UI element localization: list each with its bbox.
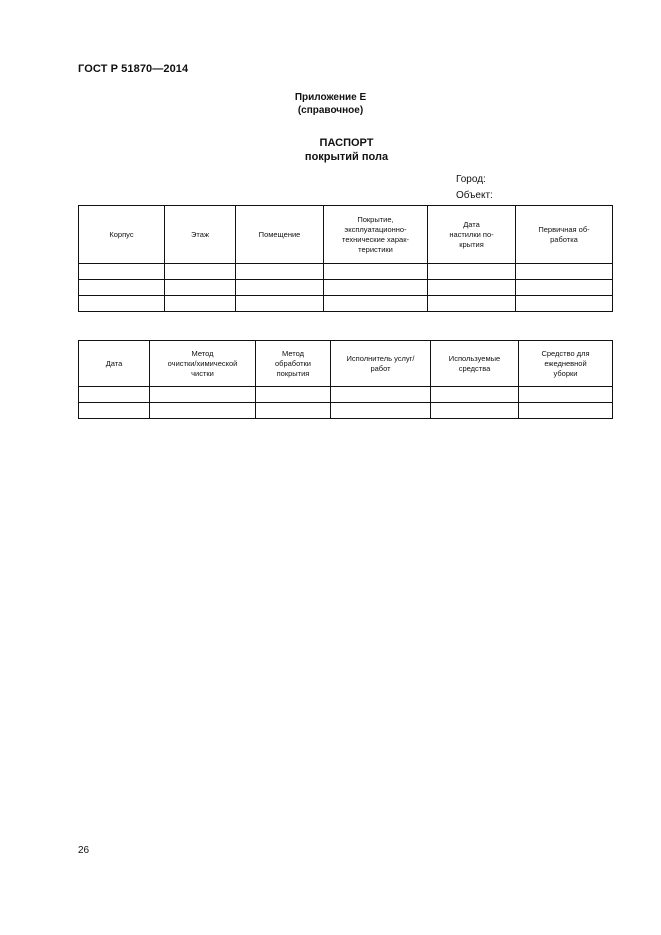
table-cell bbox=[516, 264, 613, 280]
table-cell bbox=[516, 280, 613, 296]
table-cell bbox=[428, 280, 516, 296]
table-header-row bbox=[79, 206, 613, 264]
header-cell-coating: Покрытие, эксплуатационно- технические харак- теристики bbox=[324, 206, 428, 264]
coverage-table bbox=[78, 205, 613, 312]
header-cell-laying-date: Дата настилки по- крытия bbox=[428, 206, 516, 264]
header-cell-floor: Этаж bbox=[165, 206, 236, 264]
header-cell-daily-cleaning: Средство для ежедневной уборки bbox=[519, 341, 613, 387]
standard-number: ГОСТ Р 51870—2014 bbox=[78, 63, 189, 75]
table-cell bbox=[431, 387, 519, 403]
table-cell bbox=[516, 296, 613, 312]
table-cell bbox=[165, 280, 236, 296]
table-cell bbox=[165, 264, 236, 280]
passport-heading bbox=[0, 136, 661, 164]
header-cell-cleaning-method: Метод очистки/химической чистки bbox=[150, 341, 256, 387]
table-cell bbox=[256, 387, 331, 403]
table-cell bbox=[256, 403, 331, 419]
table-cell bbox=[79, 280, 165, 296]
header-cell-room: Помещение bbox=[236, 206, 324, 264]
table-cell bbox=[324, 296, 428, 312]
object-label: Объект: bbox=[456, 190, 493, 201]
table-cell bbox=[331, 403, 431, 419]
table-cell bbox=[428, 264, 516, 280]
table-cell bbox=[150, 387, 256, 403]
city-label: Город: bbox=[456, 174, 486, 185]
table-row bbox=[79, 387, 613, 403]
annex-heading bbox=[0, 91, 661, 117]
table-cell bbox=[519, 403, 613, 419]
table-row bbox=[79, 296, 613, 312]
header-cell-products-used: Используемые средства bbox=[431, 341, 519, 387]
table-cell bbox=[165, 296, 236, 312]
table-header-row bbox=[79, 341, 613, 387]
table-cell bbox=[431, 403, 519, 419]
table-row bbox=[79, 264, 613, 280]
maintenance-table bbox=[78, 340, 613, 419]
table-cell bbox=[236, 264, 324, 280]
page-number: 26 bbox=[78, 845, 90, 856]
table-cell bbox=[79, 387, 150, 403]
table-cell bbox=[79, 264, 165, 280]
table-cell bbox=[150, 403, 256, 419]
table-cell bbox=[324, 280, 428, 296]
table-row bbox=[79, 403, 613, 419]
header-cell-contractor: Исполнитель услуг/ работ bbox=[331, 341, 431, 387]
table-cell bbox=[236, 296, 324, 312]
table-row bbox=[79, 280, 613, 296]
header-cell-treatment-method: Метод обработки покрытия bbox=[256, 341, 331, 387]
passport-title: ПАСПОРТ bbox=[319, 137, 374, 149]
annex-type: (справочное) bbox=[297, 105, 364, 116]
table-cell bbox=[519, 387, 613, 403]
table-cell bbox=[236, 280, 324, 296]
passport-subtitle: покрытий пола bbox=[304, 151, 389, 163]
table-cell bbox=[324, 264, 428, 280]
table-cell bbox=[79, 403, 150, 419]
header-cell-primary-treatment: Первичная об- работка bbox=[516, 206, 613, 264]
annex-title: Приложение Е bbox=[294, 92, 367, 103]
header-cell-building: Корпус bbox=[79, 206, 165, 264]
header-cell-date: Дата bbox=[79, 341, 150, 387]
table-cell bbox=[331, 387, 431, 403]
table-cell bbox=[428, 296, 516, 312]
table-cell bbox=[79, 296, 165, 312]
